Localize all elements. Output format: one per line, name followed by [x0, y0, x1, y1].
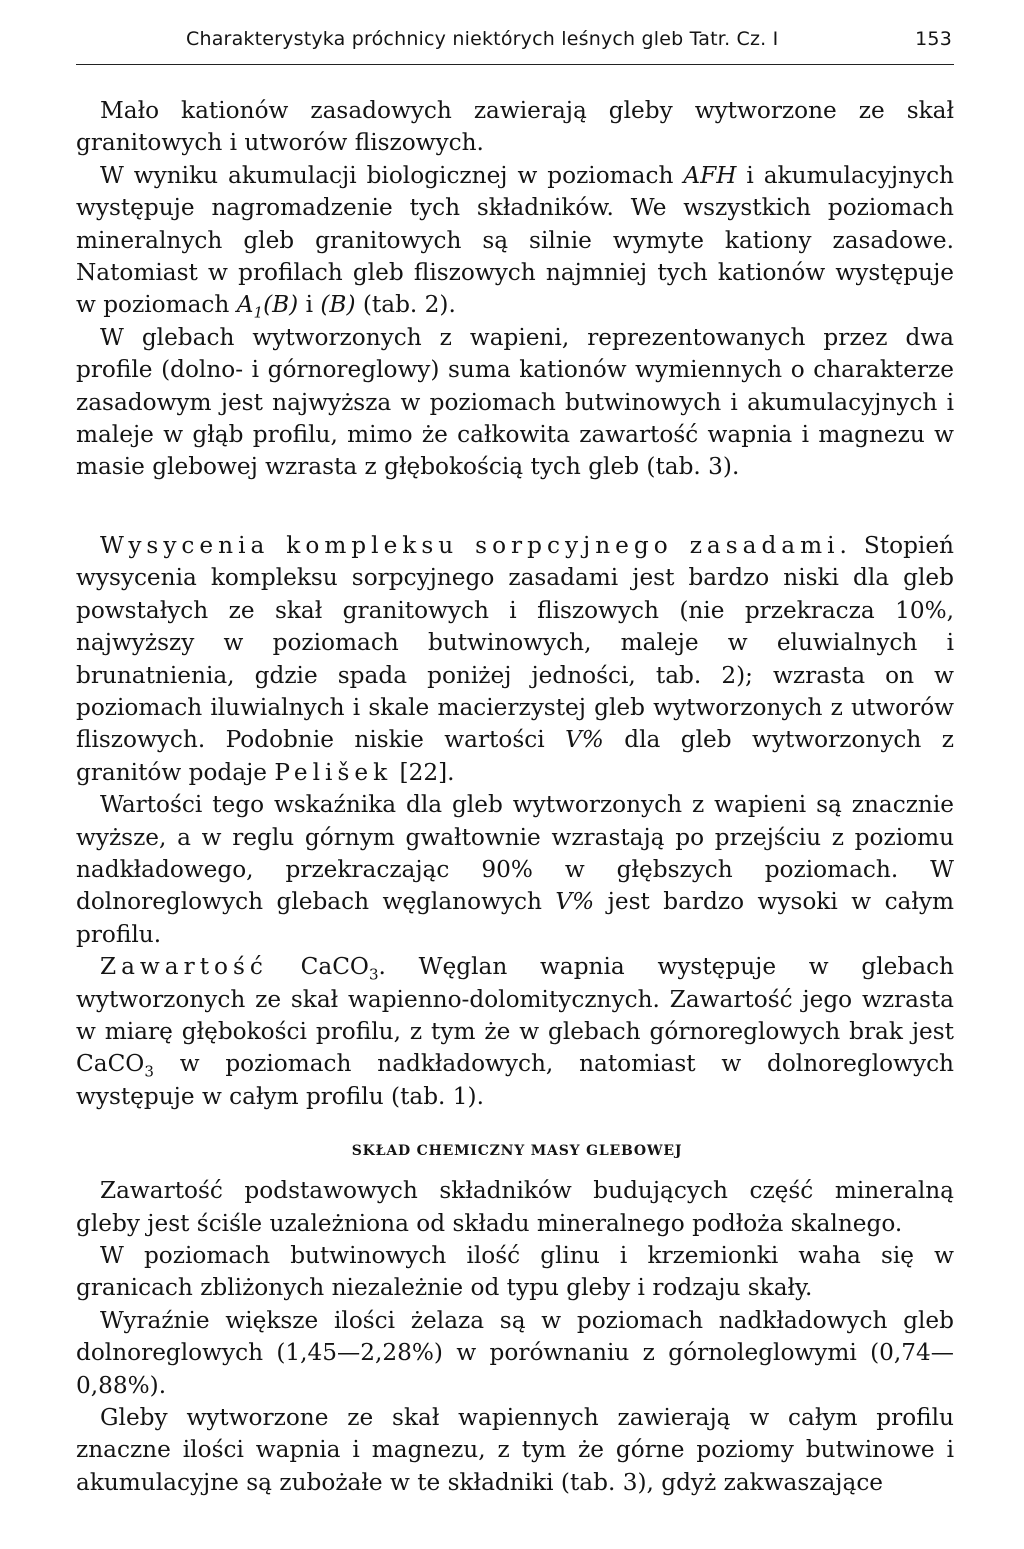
text-span: . Węglan wapnia występuje w glebach wytworzonych ze skał wapienno-dolomitycznych. Zawartość jego wzrasta w miarę głębokości profilu, z tym że w glebach górnoreglowych brak jest: [76, 953, 954, 1045]
formula-subscript: 3: [368, 965, 379, 984]
horizon-symbol: AFH: [683, 161, 737, 189]
section-heading: SKŁAD CHEMICZNY MASY GLEBOWEJ: [351, 1143, 683, 1160]
running-title: Charakterystyka próchnicy niektórych leśnych gleb Tatr. Cz. I: [186, 28, 779, 50]
paragraph-7: Zawartość podstawowych składników budujących część mineralną gleby jest ściśle uzależniona od składu mineralnego podłoża skalnego.: [76, 1177, 954, 1237]
page-number: 153: [915, 28, 952, 50]
running-header: [76, 28, 954, 58]
text-span: w poziomach nadkładowych, natomiast w dolnoreglowych występuje w całym profilu (tab. 1).: [76, 1050, 954, 1110]
paragraph-6: [76, 951, 954, 1113]
v-percent-symbol: V%: [555, 888, 595, 916]
text-span: Stopień wysycenia kompleksu sorpcyjnego zasadami jest bardzo niski dla gleb powstałych ze skał granitowych i fliszowych (nie przekracza 10%, najwyższy w poziomach butwinowych, maleje w eluwialnych i brunatnienia, gdzie spada poniżej jedności, tab. 2); wzrasta on w poziomach iluwialnych i skale macierzystej gleb wytworzonych z utworów fliszowych. Podobnie niskie wartości: [76, 531, 954, 754]
section-lead: Wysycenia kompleksu sorpcyjnego zasadami.: [100, 531, 852, 559]
chemical-formula: CaCO: [300, 953, 369, 981]
text-span: W wyniku akumulacji biologicznej w poziomach: [100, 161, 684, 189]
paragraph-10: Gleby wytworzone ze skał wapiennych zawierają w całym profilu znaczne ilości wapnia i magnezu, z tym że górne poziomy butwinowe i akumulacyjne są zubożałe w te składniki (tab. 3), gdyż zakwaszające: [76, 1404, 954, 1496]
horizon-symbol: [236, 291, 299, 323]
author-name: Pelišek: [274, 758, 393, 786]
paragraph-2: [76, 160, 954, 322]
text-span: i: [298, 291, 321, 319]
horizon-letter: (B): [263, 291, 299, 319]
text-span: (tab. 2).: [355, 291, 456, 319]
body-text: [76, 95, 954, 1499]
text-span: i akumulacyjnych występuje nagromadzenie tych składników. We wszystkich poziomach mineralnych gleb granitowych są silnie wymyte kationy zasadowe. Natomiast w profilach gleb fliszowych najmniej tych kationów występuje w poziomach: [76, 161, 954, 319]
header-rule: [76, 64, 954, 65]
text-span: jest bardzo wysoki w całym profilu.: [76, 888, 954, 948]
text-span: [22].: [392, 758, 455, 786]
formula-subscript: 3: [144, 1063, 154, 1082]
paragraph-8: W poziomach butwinowych ilość glinu i krzemionki waha się w granicach zbliżonych niezależnie od typu gleby i rodzaju skały.: [76, 1242, 954, 1302]
v-percent-symbol: V%: [565, 726, 604, 754]
text-span: dla gleb wytworzonych z granitów podaje: [76, 726, 954, 786]
chemical-formula: CaCO: [76, 1050, 145, 1078]
paragraph-9: Wyraźnie większe ilości żelaza są w poziomach nadkładowych gleb dolnoreglowych (1,45—2,28%) w porównaniu z górnoleglowymi (0,74—0,88%).: [76, 1306, 954, 1399]
paragraph-4: [76, 530, 954, 789]
paragraph-1: Mało kationów zasadowych zawierają gleby wytworzone ze skał granitowych i utworów fliszowych.: [76, 97, 954, 157]
horizon-letter: A: [236, 291, 254, 319]
text-span: Wartości tego wskaźnika dla gleb wytworzonych z wapieni są znacznie wyższe, a w reglu górnym gwałtownie wzrastają po przejściu z poziomu nadkładowego, przekraczając 90% w głębszych poziomach. W dolnoreglowych glebach węglanowych: [76, 791, 954, 916]
paragraph-3: W glebach wytworzonych z wapieni, reprezentowanych przez dwa profile (dolno- i górnoreglowy) suma kationów wymiennych o charakterze zasadowym jest najwyższa w poziomach butwinowych i akumulacyjnych i maleje w głąb profilu, mimo że całkowita zawartość wapnia i magnezu w masie glebowej wzrasta z głębokością tych gleb (tab. 3).: [76, 323, 954, 481]
paragraph-5: [76, 789, 954, 951]
horizon-subscript: 1: [253, 304, 264, 323]
horizon-symbol: (B): [320, 291, 356, 319]
section-lead: Zawartość: [100, 953, 268, 981]
